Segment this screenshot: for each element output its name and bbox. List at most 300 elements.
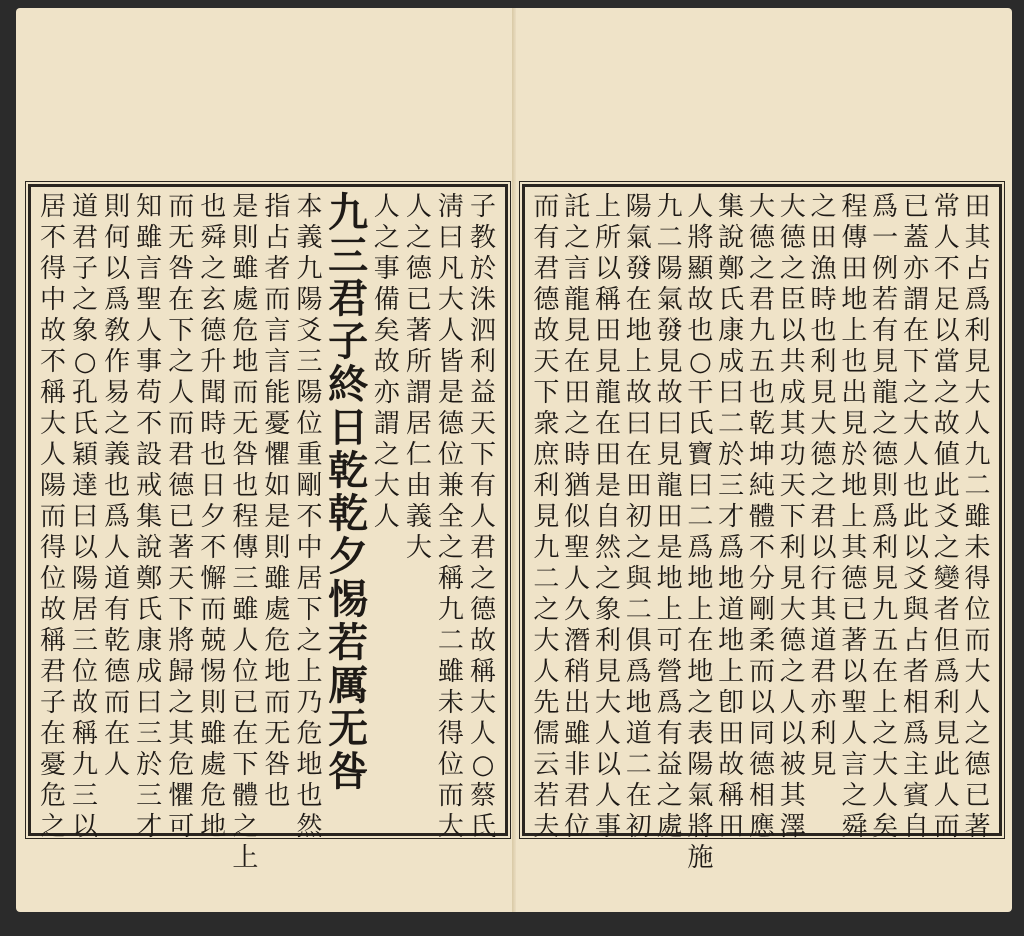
glyph: 以 [594, 750, 621, 780]
glyph: 云 [533, 750, 560, 780]
glyph: 爲 [964, 285, 991, 315]
glyph: 爲 [902, 719, 929, 749]
right_page-column-9 [685, 192, 716, 873]
glyph: 九 [437, 595, 464, 625]
glyph: 兢 [200, 626, 227, 656]
right_page-column-1 [931, 192, 962, 842]
glyph: 有 [469, 471, 496, 501]
glyph: 達 [72, 471, 99, 501]
glyph: 之 [625, 533, 652, 563]
glyph: ○ [73, 347, 97, 377]
glyph: 其 [841, 533, 868, 563]
glyph: 矣 [872, 812, 899, 842]
glyph: 相 [748, 781, 775, 811]
glyph: 以 [594, 254, 621, 284]
glyph: 上 [872, 688, 899, 718]
glyph: 也 [296, 781, 323, 811]
glyph: 俱 [625, 626, 652, 656]
glyph: 人 [964, 409, 991, 439]
left_page-column-2 [403, 193, 435, 827]
glyph: 見 [841, 409, 868, 439]
glyph: 而 [168, 409, 195, 439]
glyph: 象 [594, 595, 621, 625]
glyph: 位 [296, 409, 323, 439]
right_page-column-2 [901, 192, 932, 842]
glyph: 久 [564, 595, 591, 625]
glyph: 之 [373, 440, 400, 470]
glyph: 位 [72, 657, 99, 687]
glyph: 應 [748, 812, 775, 842]
glyph: 龍 [656, 471, 683, 501]
glyph: 君 [168, 440, 195, 470]
glyph: 雖 [136, 223, 163, 253]
glyph: 說 [136, 533, 163, 563]
glyph: 在 [625, 285, 652, 315]
glyph: 程 [841, 192, 868, 222]
glyph: 大 [594, 688, 621, 718]
glyph: 顯 [687, 254, 714, 284]
glyph: 出 [841, 378, 868, 408]
glyph: 稱 [437, 564, 464, 594]
glyph: 三 [718, 471, 745, 501]
glyph: 猶 [564, 471, 591, 501]
glyph: 乾 [328, 447, 369, 494]
glyph: 例 [872, 254, 899, 284]
glyph: 之 [810, 192, 837, 222]
glyph: 分 [748, 564, 775, 594]
glyph: 其 [779, 409, 806, 439]
glyph: 之 [168, 347, 195, 377]
glyph: 有 [104, 595, 131, 625]
glyph: 故 [625, 378, 652, 408]
glyph: 作 [104, 347, 131, 377]
glyph: 孔 [72, 378, 99, 408]
glyph: 說 [718, 223, 745, 253]
glyph: 干 [687, 378, 714, 408]
glyph: 氏 [136, 595, 163, 625]
glyph: 危 [296, 719, 323, 749]
glyph: 乾 [748, 409, 775, 439]
glyph: 指 [264, 192, 291, 222]
glyph: 設 [136, 440, 163, 470]
glyph: 之 [872, 719, 899, 749]
glyph: 人 [872, 781, 899, 811]
glyph: 而 [104, 688, 131, 718]
glyph: 也 [902, 471, 929, 501]
glyph: 聖 [564, 533, 591, 563]
glyph: 苟 [136, 378, 163, 408]
glyph: 則 [200, 688, 227, 718]
glyph: 三 [136, 719, 163, 749]
glyph: 爻 [933, 502, 960, 532]
glyph: 五 [872, 626, 899, 656]
glyph: 无 [328, 705, 369, 752]
glyph: 子 [328, 318, 369, 365]
glyph: 著 [841, 626, 868, 656]
glyph: 曰 [656, 409, 683, 439]
glyph: 在 [104, 719, 131, 749]
glyph: 之 [39, 812, 66, 842]
glyph: 陽 [296, 285, 323, 315]
glyph: 矣 [373, 316, 400, 346]
glyph: 德 [841, 564, 868, 594]
glyph: 若 [328, 619, 369, 666]
glyph: 所 [594, 223, 621, 253]
glyph: 天 [168, 564, 195, 594]
glyph: 氣 [625, 223, 652, 253]
glyph: 人 [373, 502, 400, 532]
glyph: 洙 [469, 285, 496, 315]
glyph: 田 [594, 440, 621, 470]
glyph: ○ [471, 750, 495, 780]
glyph: 柔 [748, 626, 775, 656]
glyph: 漁 [810, 254, 837, 284]
glyph: 之 [104, 409, 131, 439]
glyph: 位 [232, 657, 259, 687]
glyph: 德 [779, 223, 806, 253]
glyph: 傳 [232, 533, 259, 563]
glyph: 田 [564, 378, 591, 408]
glyph: 而 [232, 378, 259, 408]
glyph: 君 [748, 285, 775, 315]
glyph: 之 [72, 285, 99, 315]
right_page-column-10 [654, 192, 685, 842]
glyph: 三 [136, 781, 163, 811]
glyph: 凡 [437, 254, 464, 284]
glyph: 而 [264, 285, 291, 315]
glyph: 厲 [328, 662, 369, 709]
glyph: 德 [437, 409, 464, 439]
glyph: 爲 [104, 502, 131, 532]
glyph: 人 [564, 564, 591, 594]
glyph: 人 [469, 719, 496, 749]
glyph: 言 [264, 316, 291, 346]
glyph: 卽 [718, 688, 745, 718]
glyph: 二 [656, 223, 683, 253]
glyph: 將 [687, 223, 714, 253]
glyph: 在 [564, 347, 591, 377]
glyph: 占 [902, 626, 929, 656]
left_page-column-10 [133, 192, 165, 842]
glyph: 曰 [687, 471, 714, 501]
glyph: 危 [264, 626, 291, 656]
glyph: 氣 [687, 781, 714, 811]
glyph: 亦 [810, 688, 837, 718]
glyph: 則 [104, 192, 131, 222]
left_page-column-11 [101, 193, 133, 827]
glyph: 人 [933, 781, 960, 811]
glyph: 危 [200, 781, 227, 811]
glyph: 主 [902, 750, 929, 780]
glyph: 君 [328, 275, 369, 322]
glyph: 田 [964, 192, 991, 222]
glyph: 龍 [594, 378, 621, 408]
glyph: 九 [533, 533, 560, 563]
glyph: 咎 [232, 440, 259, 470]
glyph: 如 [264, 471, 291, 501]
glyph: 寶 [687, 440, 714, 470]
left_page-column-12 [69, 192, 101, 842]
glyph: 在 [625, 440, 652, 470]
glyph: 德 [964, 750, 991, 780]
glyph: 之 [200, 254, 227, 284]
glyph: 之 [437, 533, 464, 563]
glyph: 惕 [200, 657, 227, 687]
glyph: 易 [104, 378, 131, 408]
glyph: 重 [296, 440, 323, 470]
glyph: 上 [841, 316, 868, 346]
glyph: 稱 [469, 657, 496, 687]
glyph: 之 [964, 719, 991, 749]
glyph: 故 [933, 409, 960, 439]
glyph: 故 [718, 750, 745, 780]
left-columns [31, 187, 505, 873]
glyph: 稱 [39, 378, 66, 408]
right_page-column-7 [747, 192, 778, 842]
glyph: 位 [437, 750, 464, 780]
glyph: 著 [405, 316, 432, 346]
glyph: 衆 [533, 409, 560, 439]
glyph: 與 [625, 564, 652, 594]
glyph: 也 [200, 192, 227, 222]
glyph: 得 [437, 719, 464, 749]
left_page-column-8 [197, 192, 229, 842]
glyph: 見 [533, 502, 560, 532]
glyph: 在 [872, 657, 899, 687]
glyph: 潛 [564, 626, 591, 656]
glyph: 居 [72, 595, 99, 625]
glyph: ○ [689, 347, 712, 377]
glyph: 天 [469, 409, 496, 439]
glyph: 曰 [72, 502, 99, 532]
glyph: 常 [933, 192, 960, 222]
glyph: 以 [748, 688, 775, 718]
glyph: 之 [779, 254, 806, 284]
glyph: 而 [933, 812, 960, 842]
glyph: 穎 [72, 440, 99, 470]
glyph: 陽 [72, 564, 99, 594]
glyph: 德 [168, 471, 195, 501]
glyph: 見 [594, 347, 621, 377]
glyph: 時 [564, 440, 591, 470]
glyph: 氣 [656, 285, 683, 315]
glyph: 可 [168, 812, 195, 842]
glyph: 下 [533, 378, 560, 408]
glyph: 共 [779, 347, 806, 377]
glyph: 上 [232, 843, 259, 873]
glyph: 自 [594, 502, 621, 532]
glyph: 足 [933, 285, 960, 315]
glyph: 則 [264, 533, 291, 563]
glyph: 地 [264, 657, 291, 687]
glyph: 出 [564, 688, 591, 718]
glyph: 乃 [296, 688, 323, 718]
glyph: 與 [902, 595, 929, 625]
glyph: 此 [902, 502, 929, 532]
glyph: 臣 [779, 285, 806, 315]
glyph: 著 [964, 812, 991, 842]
glyph: 以 [902, 533, 929, 563]
glyph: 大 [437, 285, 464, 315]
glyph: 不 [200, 533, 227, 563]
glyph: 稱 [72, 719, 99, 749]
glyph: 聖 [136, 285, 163, 315]
glyph: 也 [687, 316, 714, 346]
glyph: 雖 [564, 719, 591, 749]
glyph: 田 [718, 719, 745, 749]
glyph: 人 [841, 719, 868, 749]
glyph: 見 [656, 440, 683, 470]
glyph: 時 [200, 409, 227, 439]
glyph: 之 [469, 564, 496, 594]
glyph: 爻 [902, 564, 929, 594]
glyph: 之 [748, 254, 775, 284]
glyph: 庶 [533, 440, 560, 470]
glyph: 占 [264, 223, 291, 253]
right_page-column-14 [531, 192, 562, 842]
glyph: 陽 [296, 378, 323, 408]
glyph: 之 [594, 564, 621, 594]
glyph: 利 [810, 719, 837, 749]
glyph: 人 [39, 440, 66, 470]
glyph: 大 [533, 626, 560, 656]
glyph: 其 [779, 781, 806, 811]
glyph: 於 [469, 254, 496, 284]
glyph: 傳 [841, 223, 868, 253]
glyph: 曰 [625, 409, 652, 439]
glyph: 營 [656, 657, 683, 687]
glyph: 但 [933, 626, 960, 656]
glyph: 成 [136, 657, 163, 687]
glyph: 而 [748, 657, 775, 687]
glyph: 德 [779, 626, 806, 656]
glyph: 危 [39, 781, 66, 811]
glyph: 集 [718, 192, 745, 222]
glyph: 爲 [872, 502, 899, 532]
glyph: 處 [656, 812, 683, 842]
glyph: 上 [656, 595, 683, 625]
glyph: 地 [841, 285, 868, 315]
glyph: 日 [200, 471, 227, 501]
glyph: 程 [232, 502, 259, 532]
glyph: 有 [872, 316, 899, 346]
glyph: 則 [872, 471, 899, 501]
glyph: 之 [168, 688, 195, 718]
glyph: 之 [564, 223, 591, 253]
glyph: 亦 [902, 254, 929, 284]
glyph: 田 [841, 254, 868, 284]
glyph: 下 [902, 347, 929, 377]
glyph: 事 [594, 812, 621, 842]
glyph: 變 [933, 564, 960, 594]
glyph: 下 [779, 502, 806, 532]
glyph: 憂 [264, 409, 291, 439]
glyph: 益 [469, 378, 496, 408]
glyph: 故 [39, 595, 66, 625]
glyph: 見 [656, 347, 683, 377]
glyph: 德 [200, 316, 227, 346]
glyph: 施 [687, 843, 714, 873]
glyph: 利 [964, 316, 991, 346]
left_page-column-13 [37, 192, 69, 842]
glyph: 蔡 [469, 781, 496, 811]
glyph: 由 [405, 471, 432, 501]
glyph: 稱 [718, 781, 745, 811]
glyph: 以 [841, 657, 868, 687]
right_page-column-13 [562, 192, 593, 842]
glyph: 雖 [964, 502, 991, 532]
glyph: 利 [810, 347, 837, 377]
glyph: 雖 [232, 254, 259, 284]
glyph: 而 [264, 688, 291, 718]
glyph: 人 [405, 192, 432, 222]
glyph: 得 [39, 533, 66, 563]
right_page-column-6 [777, 192, 808, 842]
glyph: 人 [533, 657, 560, 687]
glyph: 之 [841, 781, 868, 811]
glyph: 下 [469, 440, 496, 470]
glyph: 被 [779, 750, 806, 780]
glyph: 體 [748, 502, 775, 532]
glyph: 上 [625, 347, 652, 377]
glyph: 在 [902, 316, 929, 346]
right-columns [525, 187, 999, 873]
glyph: 才 [136, 812, 163, 842]
glyph: 是 [232, 192, 259, 222]
glyph: 二 [437, 626, 464, 656]
glyph: 咎 [328, 748, 369, 795]
glyph: 聞 [200, 378, 227, 408]
glyph: 大 [964, 378, 991, 408]
glyph: 見 [810, 750, 837, 780]
glyph: 見 [779, 564, 806, 594]
glyph: 地 [296, 750, 323, 780]
glyph: 初 [625, 812, 652, 842]
glyph: 稍 [564, 657, 591, 687]
glyph: 三 [296, 347, 323, 377]
glyph: 九 [748, 316, 775, 346]
glyph: 賓 [902, 781, 929, 811]
glyph: 下 [168, 595, 195, 625]
glyph: 康 [136, 626, 163, 656]
glyph: 備 [373, 285, 400, 315]
glyph: 教 [469, 223, 496, 253]
glyph: 下 [232, 750, 259, 780]
glyph: 未 [437, 688, 464, 718]
glyph: 天 [779, 471, 806, 501]
glyph: 九 [328, 189, 369, 236]
glyph: 天 [533, 347, 560, 377]
glyph: 利 [469, 347, 496, 377]
glyph: 位 [437, 440, 464, 470]
glyph: 儒 [533, 719, 560, 749]
glyph: 不 [296, 502, 323, 532]
glyph: 故 [687, 285, 714, 315]
glyph: 也 [748, 378, 775, 408]
glyph: 坤 [748, 440, 775, 470]
glyph: 以 [72, 812, 99, 842]
glyph: 人 [779, 688, 806, 718]
glyph: 陽 [656, 254, 683, 284]
glyph: 其 [168, 719, 195, 749]
glyph: 才 [718, 502, 745, 532]
glyph: 是 [264, 502, 291, 532]
glyph: 地 [232, 347, 259, 377]
glyph: 能 [264, 378, 291, 408]
glyph: 之 [933, 533, 960, 563]
glyph: 發 [625, 254, 652, 284]
glyph: 田 [656, 502, 683, 532]
